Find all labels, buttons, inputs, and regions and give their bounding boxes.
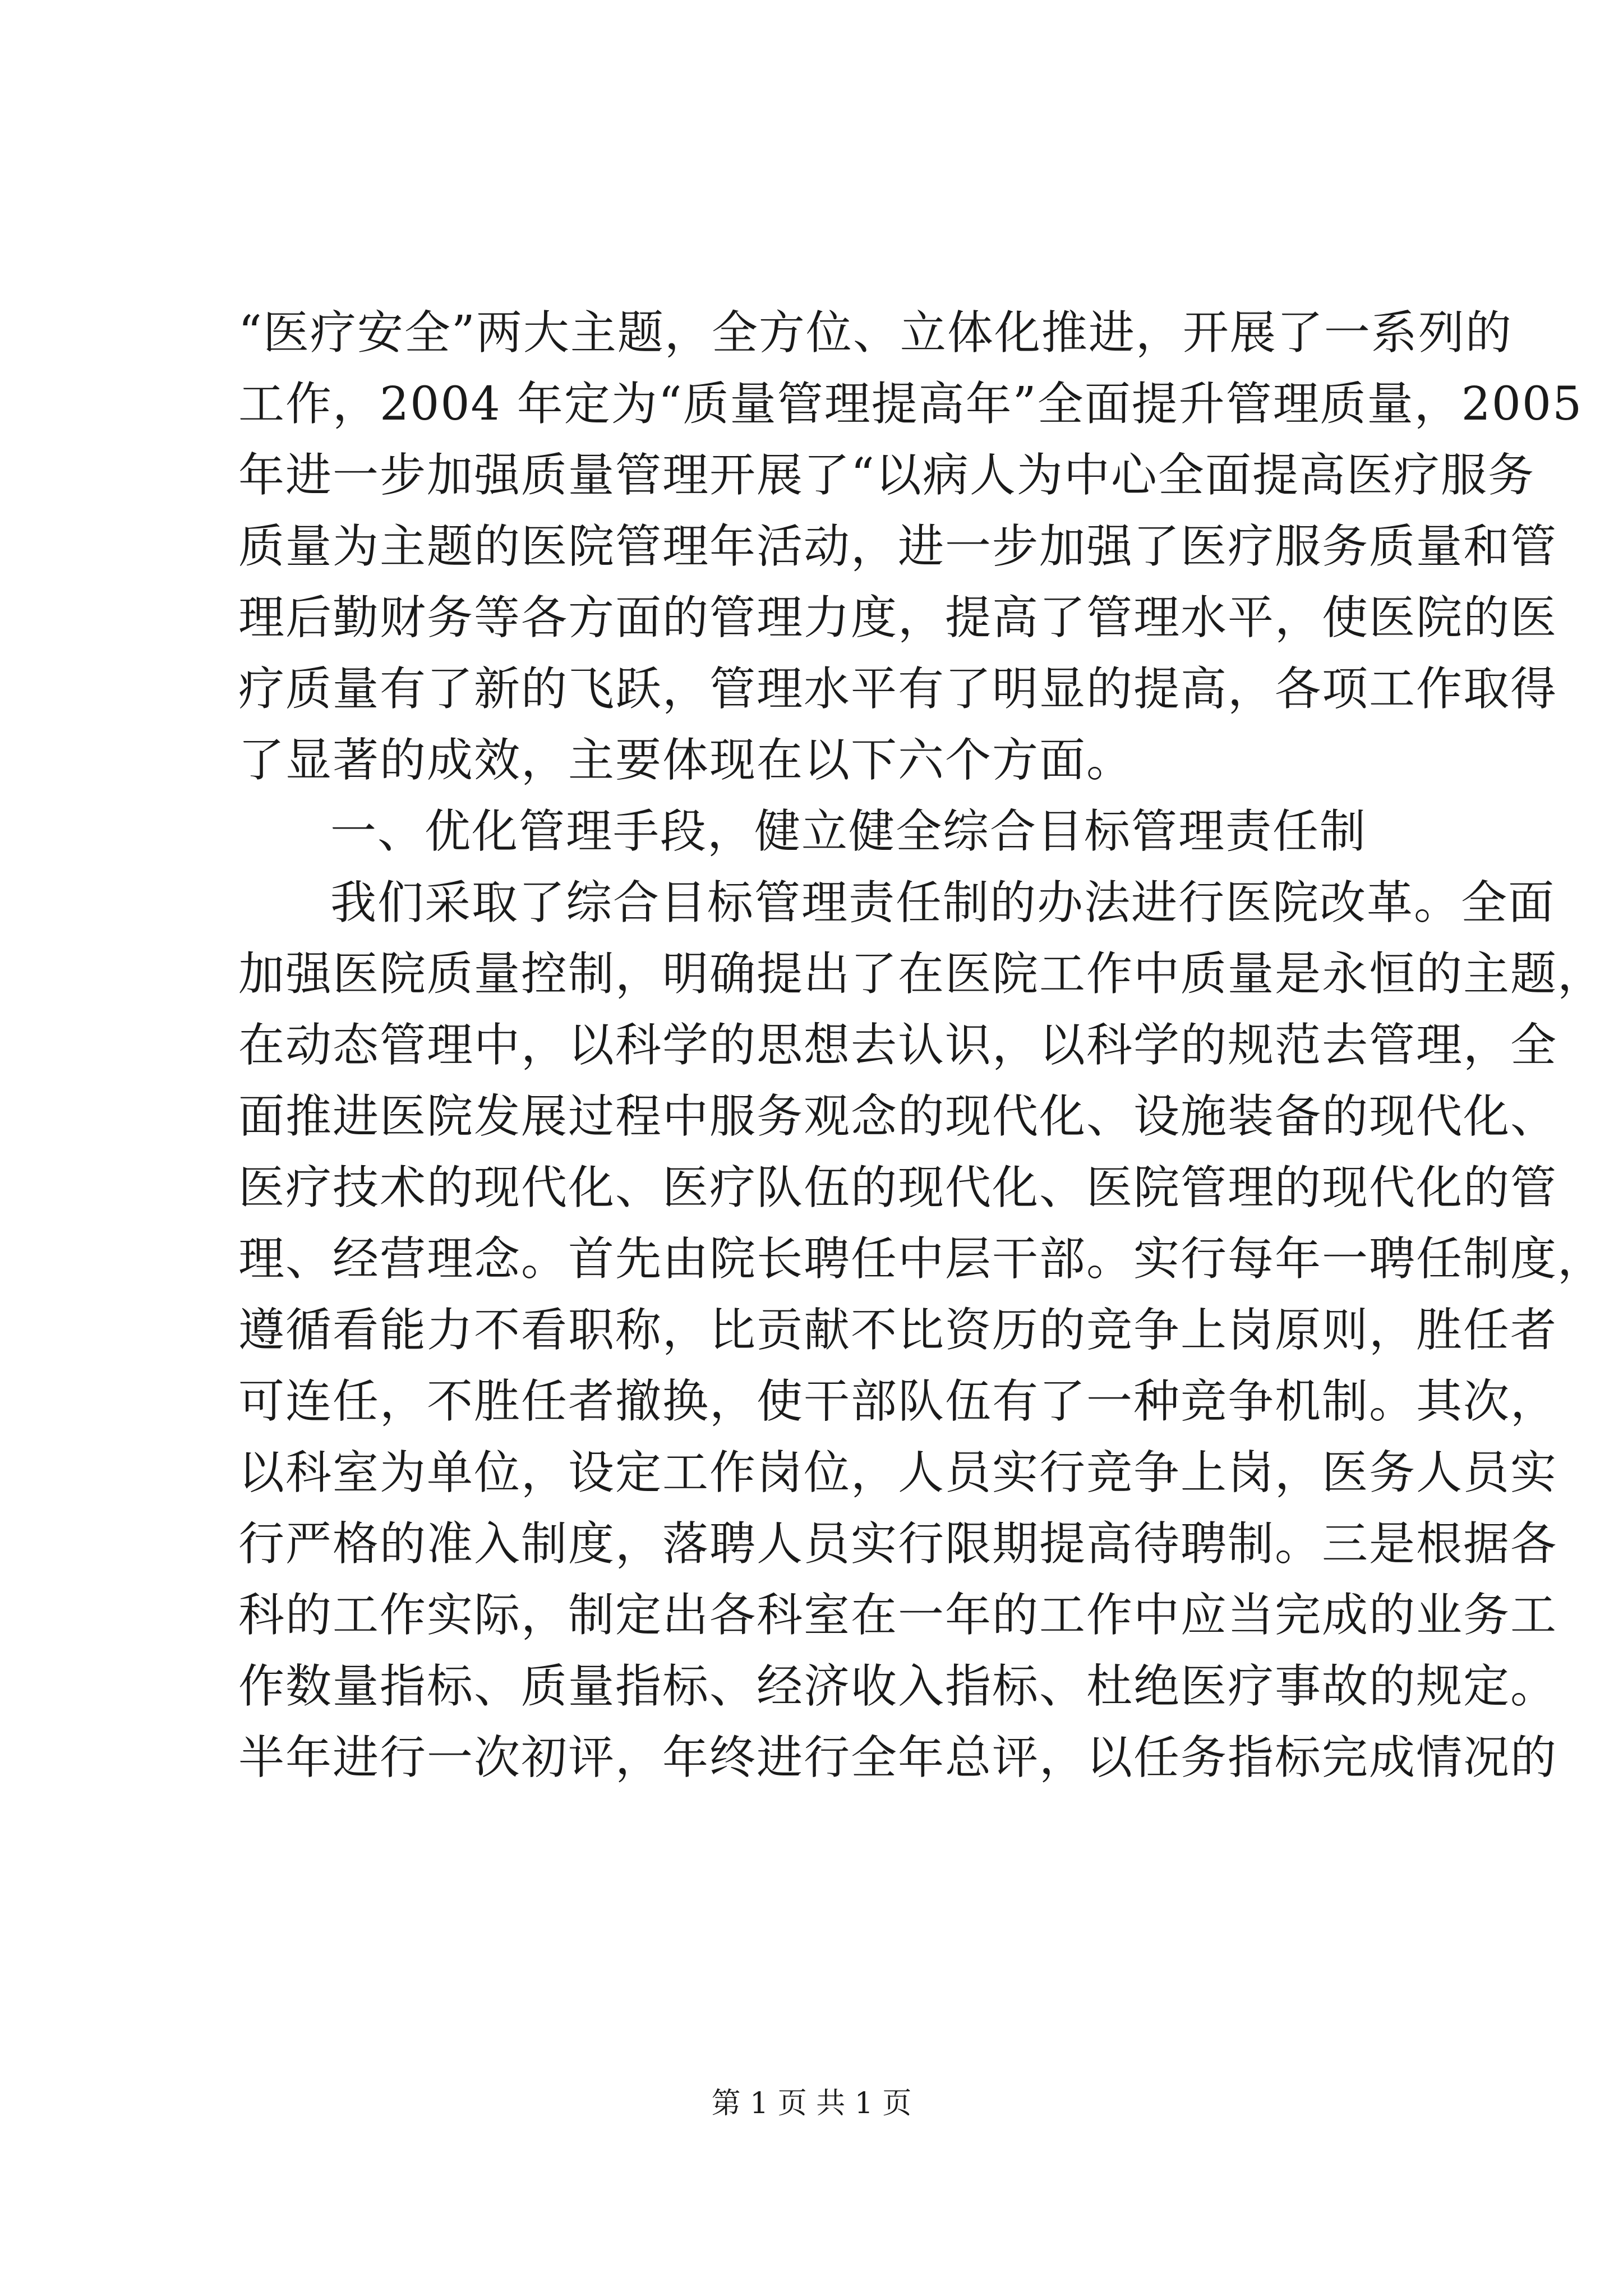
text-line: 工作，2004 年定为“质量管理提高年”全面提升管理质量，2005 [238, 378, 1583, 431]
section-heading: 一、优化管理手段，健立健全综合目标管理责任制 [330, 805, 1367, 858]
text-line: 加强医院质量控制，明确提出了在医院工作中质量是永恒的主题， [238, 947, 1605, 1001]
text-line: 质量为主题的医院管理年活动，进一步加强了医疗服务质量和管 [238, 520, 1558, 573]
text-line: 作数量指标、质量指标、经济收入指标、杜绝医疗事故的规定。 [238, 1660, 1558, 1713]
page-number-footer: 第 1 页 共 1 页 [711, 2087, 912, 2120]
text-line: 行严格的准入制度，落聘人员实行限期提高待聘制。三是根据各 [238, 1517, 1558, 1571]
text-line: 以科室为单位，设定工作岗位，人员实行竞争上岗，医务人员实 [238, 1446, 1558, 1499]
text-line: 科的工作实际，制定出各科室在一年的工作中应当完成的业务工 [238, 1589, 1558, 1642]
text-line: 遵循看能力不看职称，比贡献不比资历的竞争上岗原则，胜任者 [238, 1304, 1558, 1357]
text-line: 面推进医院发展过程中服务观念的现代化、设施装备的现代化、 [238, 1090, 1558, 1143]
text-line: 可连任，不胜任者撤换，使干部队伍有了一种竞争机制。其次， [238, 1375, 1558, 1428]
text-line: “医疗安全”两大主题，全方位、立体化推进，开展了一系列的 [238, 306, 1513, 360]
text-line: 理后勤财务等各方面的管理力度，提高了管理水平，使医院的医 [238, 591, 1558, 645]
text-line: 理、经营理念。首先由院长聘任中层干部。实行每年一聘任制度， [238, 1232, 1605, 1286]
text-line: 在动态管理中，以科学的思想去认识，以科学的规范去管理，全 [238, 1019, 1558, 1072]
text-line: 疗质量有了新的飞跃，管理水平有了明显的提高，各项工作取得 [238, 662, 1558, 716]
text-line: 医疗技术的现代化、医疗队伍的现代化、医院管理的现代化的管 [238, 1161, 1558, 1214]
document-body [238, 297, 1605, 1793]
text-line: 年进一步加强质量管理开展了“以病人为中心全面提高医疗服务 [238, 449, 1535, 502]
text-line: 了显著的成效，主要体现在以下六个方面。 [238, 734, 1134, 787]
text-line: 半年进行一次初评，年终进行全年总评，以任务指标完成情况的 [238, 1731, 1558, 1784]
paragraph-first-line: 我们采取了综合目标管理责任制的办法进行医院改革。全面 [330, 876, 1556, 930]
